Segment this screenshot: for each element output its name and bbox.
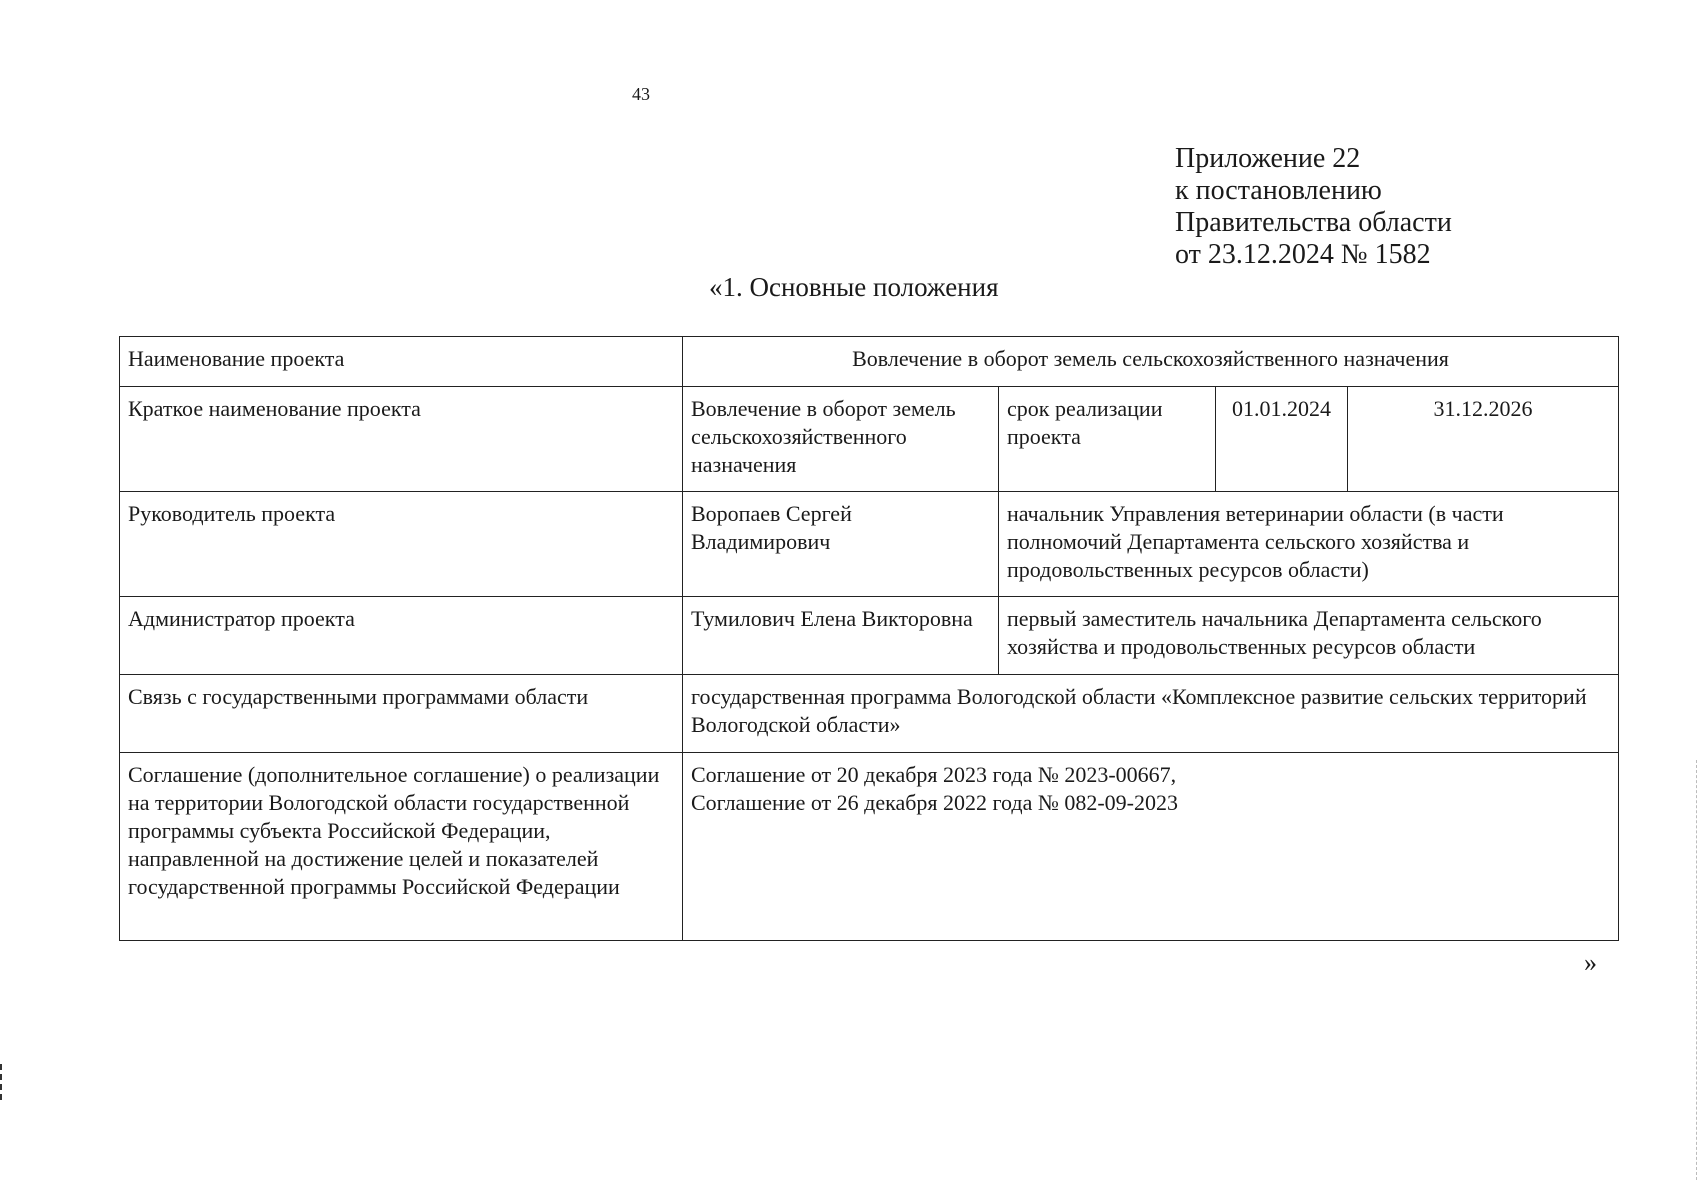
appendix-line-2: к постановлению <box>1175 175 1382 206</box>
project-leader-position: начальник Управления ветеринарии области (в части полномочий Департамента сельского хозяйства и продовольственных ресурсов области) <box>999 492 1619 597</box>
appendix-line-1: Приложение 22 <box>1175 143 1361 174</box>
state-programs-value: государственная программа Вологодской области «Комплексное развитие сельских территорий Вологодской области» <box>683 675 1619 753</box>
agreement-line-1: Соглашение от 20 декабря 2023 года № 2023-00667, <box>691 762 1177 787</box>
project-admin-name: Тумилович Елена Викторовна <box>683 597 999 675</box>
short-name-label: Краткое наименование проекта <box>120 387 683 492</box>
table-row <box>120 337 1619 387</box>
appendix-line-4: от 23.12.2024 № 1582 <box>1175 239 1431 270</box>
agreement-value <box>683 753 1619 941</box>
state-programs-label: Связь с государственными программами области <box>120 675 683 753</box>
page-number: 43 <box>632 84 650 104</box>
appendix-header <box>1175 143 1452 271</box>
project-leader-name: Воропаев Сергей Владимирович <box>683 492 999 597</box>
end-date: 31.12.2026 <box>1348 387 1619 492</box>
short-name-value: Вовлечение в оборот земель сельскохозяйственного назначения <box>683 387 999 492</box>
table-row <box>120 597 1619 675</box>
project-table <box>119 336 1619 941</box>
agreement-line-2: Соглашение от 26 декабря 2022 года № 082-09-2023 <box>691 790 1178 815</box>
project-leader-label: Руководитель проекта <box>120 492 683 597</box>
term-label: срок реализации проекта <box>999 387 1216 492</box>
start-date: 01.01.2024 <box>1216 387 1348 492</box>
table-row <box>120 387 1619 492</box>
table-row <box>120 675 1619 753</box>
scan-margin-marks <box>0 1064 8 1100</box>
closing-quote: » <box>1584 948 1597 977</box>
section-title: «1. Основные положения <box>709 272 999 302</box>
table-row <box>120 492 1619 597</box>
scan-margin-marks-right <box>1692 760 1697 1180</box>
project-name-value: Вовлечение в оборот земель сельскохозяйственного назначения <box>683 337 1619 387</box>
table-row <box>120 753 1619 941</box>
project-name-label: Наименование проекта <box>120 337 683 387</box>
project-admin-label: Администратор проекта <box>120 597 683 675</box>
agreement-label: Соглашение (дополнительное соглашение) о реализации на территории Вологодской области государственной программы субъекта Российской Федерации, направленной на достижение целей и показателей государственной программы Российской Федерации <box>120 753 683 941</box>
project-admin-position: первый заместитель начальника Департамента сельского хозяйства и продовольственных ресурсов области <box>999 597 1619 675</box>
appendix-line-3: Правительства области <box>1175 207 1452 238</box>
